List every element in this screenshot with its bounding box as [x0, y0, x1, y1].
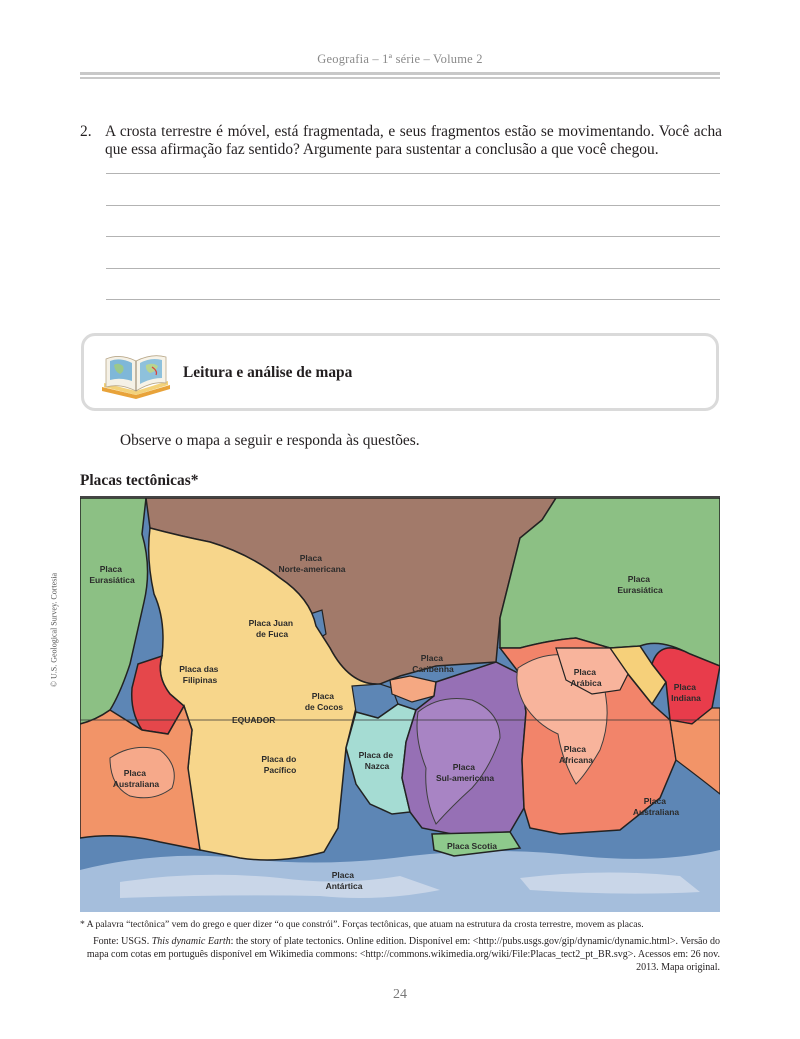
question-number: 2. [80, 123, 92, 140]
antarctica-land-east [520, 872, 700, 893]
label-north-american: Placa Norte-americana [278, 553, 346, 574]
label-indian: Placa Indiana [671, 682, 701, 703]
label-african: Placa Africana [558, 744, 594, 765]
label-cocos: Placa de Cocos [304, 691, 344, 712]
section-box [81, 333, 719, 411]
label-antarctic: Placa Antártica [325, 870, 363, 891]
answer-line[interactable] [106, 205, 720, 206]
header-rule [80, 72, 720, 75]
question-text: A crosta terrestre é móvel, está fragmentada, e seus fragmentos estão se movimentando. Você acha que essa afirmação faz sentido? Argumente para sustentar a conclusão a que você chegou. [105, 123, 722, 158]
footnote: * A palavra “tectônica” vem do grego e quer dizer “o que constrói”. Forças tectônicas, que atuam na estrutura da crosta terrestre, movem as placas. [80, 919, 644, 930]
section-title: Leitura e análise de mapa [183, 364, 353, 381]
label-eurasian-west: Placa Eurasiática [89, 564, 135, 585]
source-prefix: Fonte: USGS. [93, 936, 152, 947]
label-australian-east: Placa Australiana [632, 796, 680, 817]
answer-line[interactable] [106, 173, 720, 174]
instruction-text: Observe o mapa a seguir e responda às questões. [120, 432, 420, 449]
answer-line[interactable] [106, 299, 720, 300]
tectonic-plates-map [80, 496, 720, 912]
label-juan-de-fuca: Placa Juan de Fuca [248, 618, 294, 639]
source-citation [80, 935, 720, 974]
label-eurasian-east: Placa Eurasiática [617, 574, 663, 595]
label-arabian: Placa Arábica [570, 667, 602, 688]
question-2 [80, 123, 722, 159]
map-title: Placas tectônicas* [80, 472, 199, 489]
image-credit-text: © U.S. Geological Survey. Cortesia [49, 572, 59, 688]
map-svg [80, 498, 720, 912]
answer-line[interactable] [106, 236, 720, 237]
label-philippine: Placa das Filipinas [179, 664, 219, 685]
image-credit [49, 572, 68, 688]
source-italic-title: This dynamic Earth [151, 936, 231, 947]
open-book-with-map-icon [96, 347, 176, 399]
label-scotia: Placa Scotia [446, 841, 498, 851]
label-australian-west: Placa Australiana [112, 768, 160, 789]
equator-label: EQUADOR [232, 715, 276, 725]
source-rest: : the story of plate tectonics. Online edition. Disponível em: <http://pubs.usgs.gov/gip/dynamic/dynamic.html>. Versão do mapa com cotas em português disponível em Wikimedia commons: <http://commons.wikimedia.org/wiki/File:Placas_tect2_pt_BR.svg>. Acessos em: 26 nov. 2013. Mapa original. [86, 936, 720, 973]
label-caribbean: Placa Caribenha [412, 653, 454, 674]
label-south-american: Placa Sul-americana [435, 762, 495, 783]
header-rule-thin [80, 77, 720, 79]
label-pacific: Placa do Pacífico [261, 754, 297, 775]
page-number: 24 [393, 987, 407, 1002]
answer-line[interactable] [106, 268, 720, 269]
antarctica-land [120, 875, 440, 898]
label-nazca: Placa de Nazca [358, 750, 394, 771]
running-head: Geografia – 1ª série – Volume 2 [317, 52, 483, 66]
